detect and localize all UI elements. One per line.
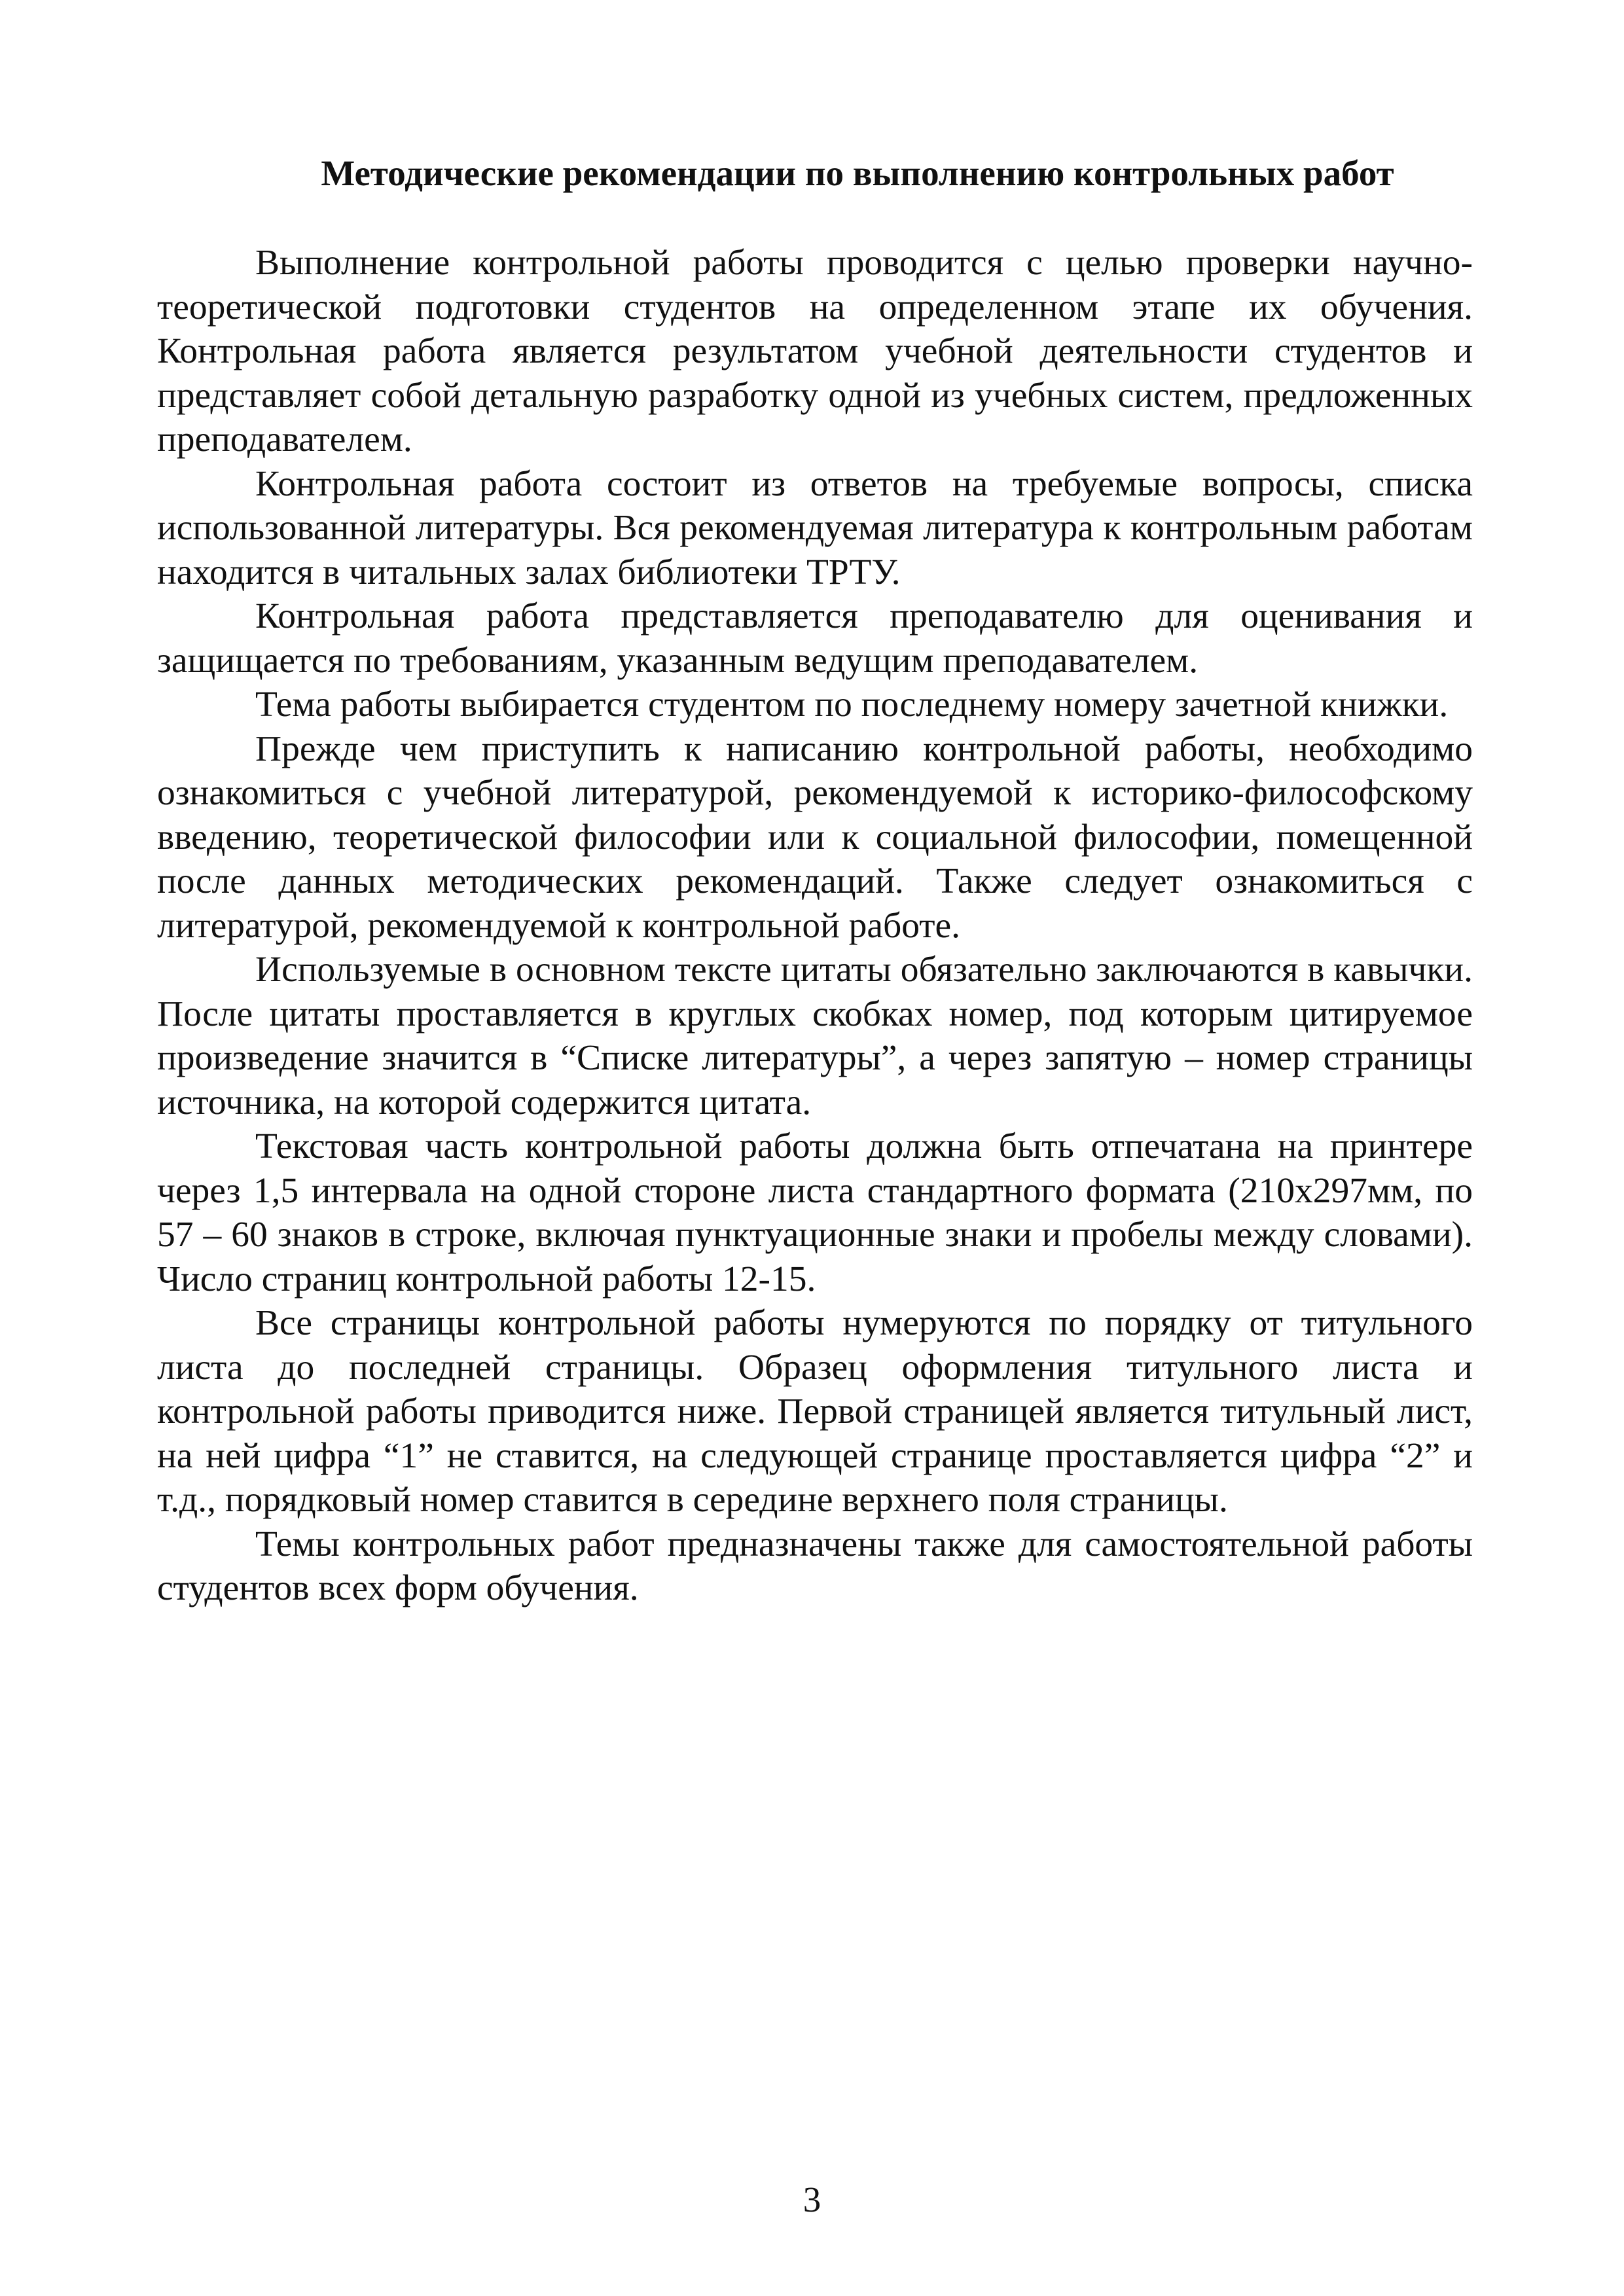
paragraph-structure: Контрольная работа состоит из ответов на требуемые вопросы, списка использованной литературы. Вся рекомендуемая литература к контрольным работам находится в читальных залах библиотеки ТРТУ. [157, 463, 1473, 592]
paragraph-topic-choice: Тема работы выбирается студентом по последнему номеру зачетной книжки. [255, 685, 1449, 725]
paragraph-self-study: Темы контрольных работ предназначены также для самостоятельной работы студентов всех форм обучения. [157, 1524, 1473, 1608]
paragraph-purpose: Выполнение контрольной работы проводится с целью проверки научно-теоретической подготовки студентов на определенном этапе их обучения. Контрольная работа является результатом учебной деятельности студентов и представляет собой детальную разработку одной из учебных систем, предложенных преподавателем. [157, 243, 1473, 459]
paragraph-submission: Контрольная работа представляется преподавателю для оценивания и защищается по требованиям, указанным ведущим преподавателем. [157, 596, 1473, 681]
paragraph-formatting: Текстовая часть контрольной работы должна быть отпечатана на принтере через 1,5 интервала на одной стороне листа стандартного формата (210х297мм, по 57 – 60 знаков в строке, включая пунктуационные знаки и пробелы между словами). Число страниц контрольной работы 12-15. [157, 1126, 1473, 1299]
page-number: 3 [803, 2179, 821, 2219]
paragraph-literature: Прежде чем приступить к написанию контрольной работы, необходимо ознакомиться с учебной литературой, рекомендуемой к историко-философскому введению, теоретической философии или к социальной философии, помещенной после данных методических рекомендаций. Также следует ознакомиться с литературой, рекомендуемой к контрольной работе. [157, 728, 1473, 946]
page-title: Методические рекомендации по выполнению контрольных работ [321, 153, 1394, 193]
body-text [157, 241, 1473, 1611]
paragraph-numbering: Все страницы контрольной работы нумеруются по порядку от титульного листа до последней страницы. Образец оформления титульного листа и контрольной работы приводится ниже. Первой страницей является титульный лист, на ней цифра “1” не ставится, на следующей странице проставляется цифра “2” и т.д., порядковый номер ставится в середине верхнего поля страницы. [157, 1303, 1473, 1520]
paragraph-quotations: Используемые в основном тексте цитаты обязательно заключаются в кавычки. После цитаты проставляется в круглых скобках номер, под которым цитируемое произведение значится в “Списке литературы”, а через запятую – номер страницы источника, на которой содержится цитата. [157, 950, 1473, 1122]
